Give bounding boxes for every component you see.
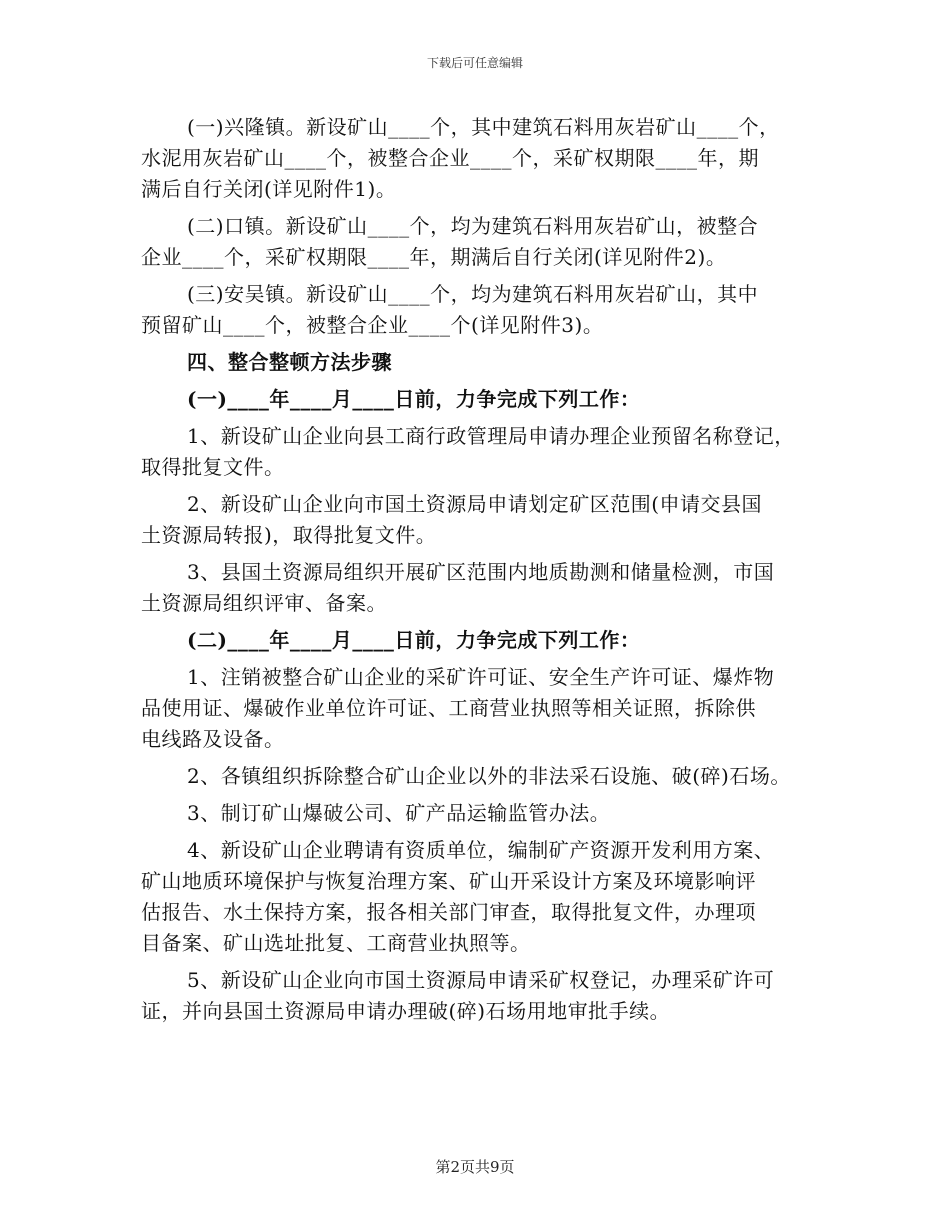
paragraph-line: 5、新设矿山企业向市国土资源局申请采矿权登记，办理采矿许可	[187, 968, 775, 992]
subsection-heading: (一)____年____月____日前，力争完成下列工作：	[187, 387, 641, 411]
paragraph-line: (三)安吴镇。新设矿山____个，均为建筑石料用灰岩矿山，其中	[187, 282, 759, 306]
paragraph-line: 1、注销被整合矿山企业的采矿许可证、安全生产许可证、爆炸物	[187, 665, 775, 689]
page-footer: 第2页共9页	[435, 1158, 515, 1176]
paragraph-line: 水泥用灰岩矿山____个，被整合企业____个，采矿权期限____年，期	[141, 146, 759, 170]
paragraph-line: 3、县国土资源局组织开展矿区范围内地质勘测和储量检测，市国	[187, 560, 775, 584]
paragraph-line: (一)兴隆镇。新设矿山____个，其中建筑石料用灰岩矿山____个，	[187, 115, 780, 139]
paragraph-line: 土资源局组织评审、备案。	[141, 591, 387, 615]
paragraph-line: 矿山地质环境保护与恢复治理方案、矿山开采设计方案及环境影响评	[141, 869, 756, 893]
paragraph-line: 品使用证、爆破作业单位许可证、工商营业执照等相关证照，拆除供	[141, 696, 756, 720]
paragraph-line: 2、各镇组织拆除整合矿山企业以外的非法采石设施、破(碎)石场。	[187, 764, 791, 788]
paragraph-line: 预留矿山____个，被整合企业____个(详见附件3)。	[141, 313, 604, 337]
paragraph-line: 目备案、矿山选址批复、工商营业执照等。	[141, 931, 531, 955]
paragraph-line: 证，并向县国土资源局申请办理破(碎)石场用地审批手续。	[141, 999, 671, 1023]
paragraph-line: 4、新设矿山企业聘请有资质单位，编制矿产资源开发利用方案、	[187, 838, 775, 862]
paragraph-line: 取得批复文件。	[141, 455, 285, 479]
paragraph-line: (二)口镇。新设矿山____个，均为建筑石料用灰岩矿山，被整合	[187, 214, 759, 238]
page-header: 下载后可任意编辑	[426, 56, 523, 70]
paragraph-line: 企业____个，采矿权期限____年，期满后自行关闭(详见附件2)。	[141, 245, 727, 269]
paragraph-line: 电线路及设备。	[141, 727, 285, 751]
paragraph-line: 满后自行关闭(详见附件1)。	[141, 177, 397, 201]
paragraph-line: 1、新设矿山企业向县工商行政管理局申请办理企业预留名称登记，	[187, 424, 795, 448]
document-body	[141, 112, 813, 1027]
section-heading: 四、整合整顿方法步骤	[187, 350, 392, 374]
subsection-heading: (二)____年____月____日前，力争完成下列工作：	[187, 628, 641, 652]
paragraph-line: 2、新设矿山企业向市国土资源局申请划定矿区范围(申请交县国	[187, 492, 763, 516]
paragraph-line: 估报告、水土保持方案，报各相关部门审查，取得批复文件，办理项	[141, 900, 756, 924]
paragraph-line: 土资源局转报)，取得批复文件。	[141, 523, 437, 547]
paragraph-line: 3、制订矿山爆破公司、矿产品运输监管办法。	[187, 801, 611, 825]
